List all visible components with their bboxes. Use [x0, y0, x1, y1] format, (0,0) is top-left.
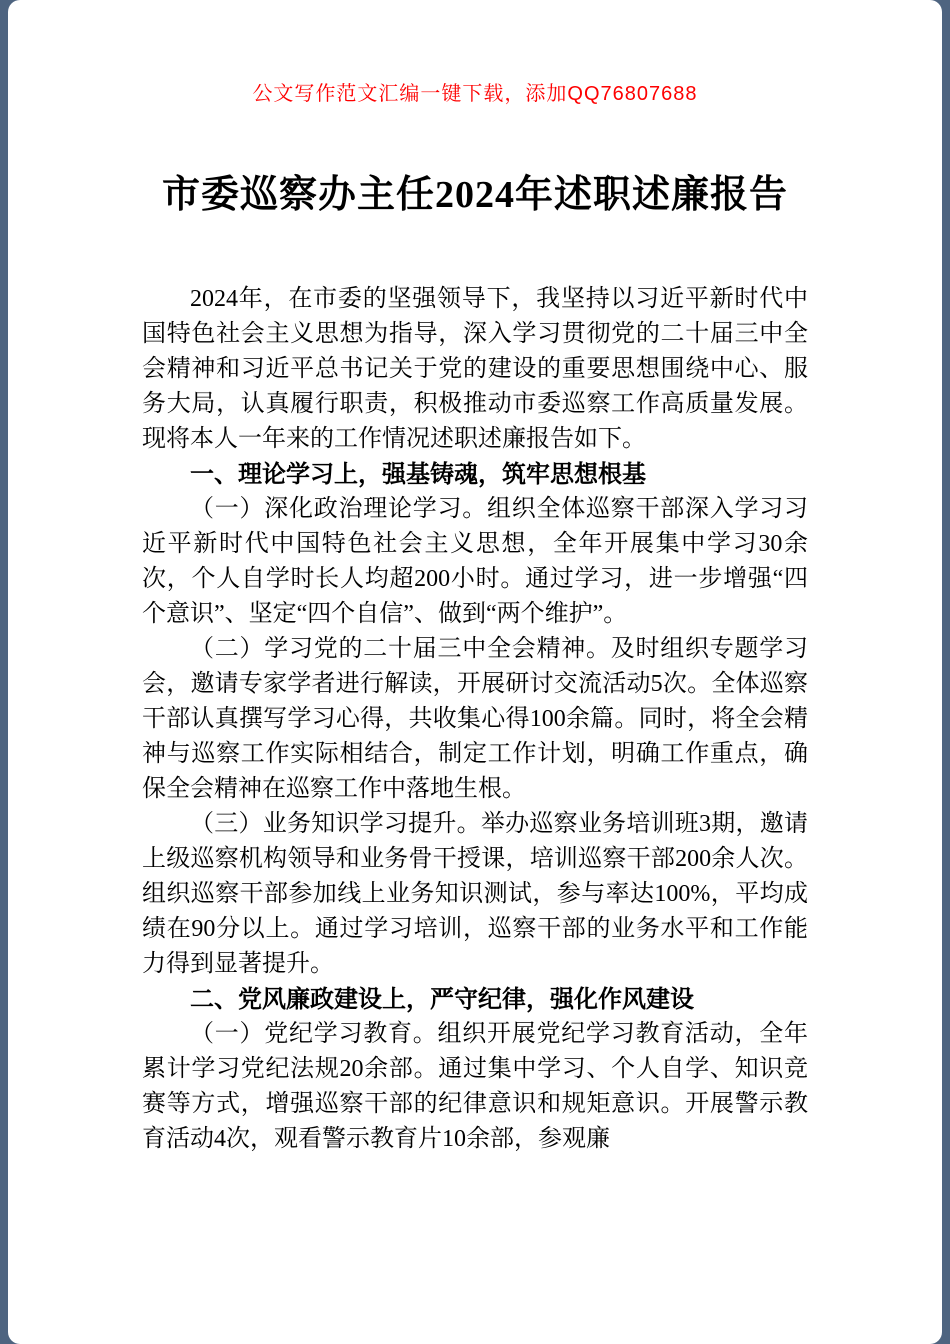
section-heading: 二、党风廉政建设上，严守纪律，强化作风建设: [190, 986, 694, 1013]
paragraph: （一）深化政治理论学习。组织全体巡察干部深入学习习近平新时代中国特色社会主义思想，全年开展集中学习30余次，个人自学时长人均超200小时。通过学习，进一步增强“四个意识”、坚定“四个自信”、做到“两个维护”。: [142, 496, 808, 627]
paragraph: （三）业务知识学习提升。举办巡察业务培训班3期，邀请上级巡察机构领导和业务骨干授课，培训巡察干部200余人次。组织巡察干部参加线上业务知识测试，参与率达100%，平均成绩在90分以上。通过学习培训，巡察干部的业务水平和工作能力得到显著提升。: [142, 811, 808, 977]
paragraph: 2024年，在市委的坚强领导下，我坚持以习近平新时代中国特色社会主义思想为指导，深入学习贯彻党的二十届三中全会精神和习近平总书记关于党的建设的重要思想围绕中心、服务大局，认真履行职责，积极推动市委巡察工作高质量发展。现将本人一年来的工作情况述职述廉报告如下。: [142, 286, 808, 452]
document-title: 市委巡察办主任2024年述职述廉报告: [161, 174, 788, 216]
document-page: [8, 0, 942, 1344]
document-body: [142, 282, 808, 1157]
section-heading: 一、理论学习上，强基铸魂，筑牢思想根基: [190, 461, 646, 488]
paragraph: （二）学习党的二十届三中全会精神。及时组织专题学习会，邀请专家学者进行解读，开展研讨交流活动5次。全体巡察干部认真撰写学习心得，共收集心得100余篇。同时，将全会精神与巡察工作实际相结合，制定工作计划，明确工作重点，确保全会精神在巡察工作中落地生根。: [142, 636, 808, 802]
promo-banner-text: 公文写作范文汇编一键下载，添加QQ76807688: [252, 83, 698, 105]
paragraph: （一）党纪学习教育。组织开展党纪学习教育活动，全年累计学习党纪法规20余部。通过集中学习、个人自学、知识竞赛等方式，增强巡察干部的纪律意识和规矩意识。开展警示教育活动4次，观看警示教育片10余部，参观廉: [142, 1021, 808, 1152]
